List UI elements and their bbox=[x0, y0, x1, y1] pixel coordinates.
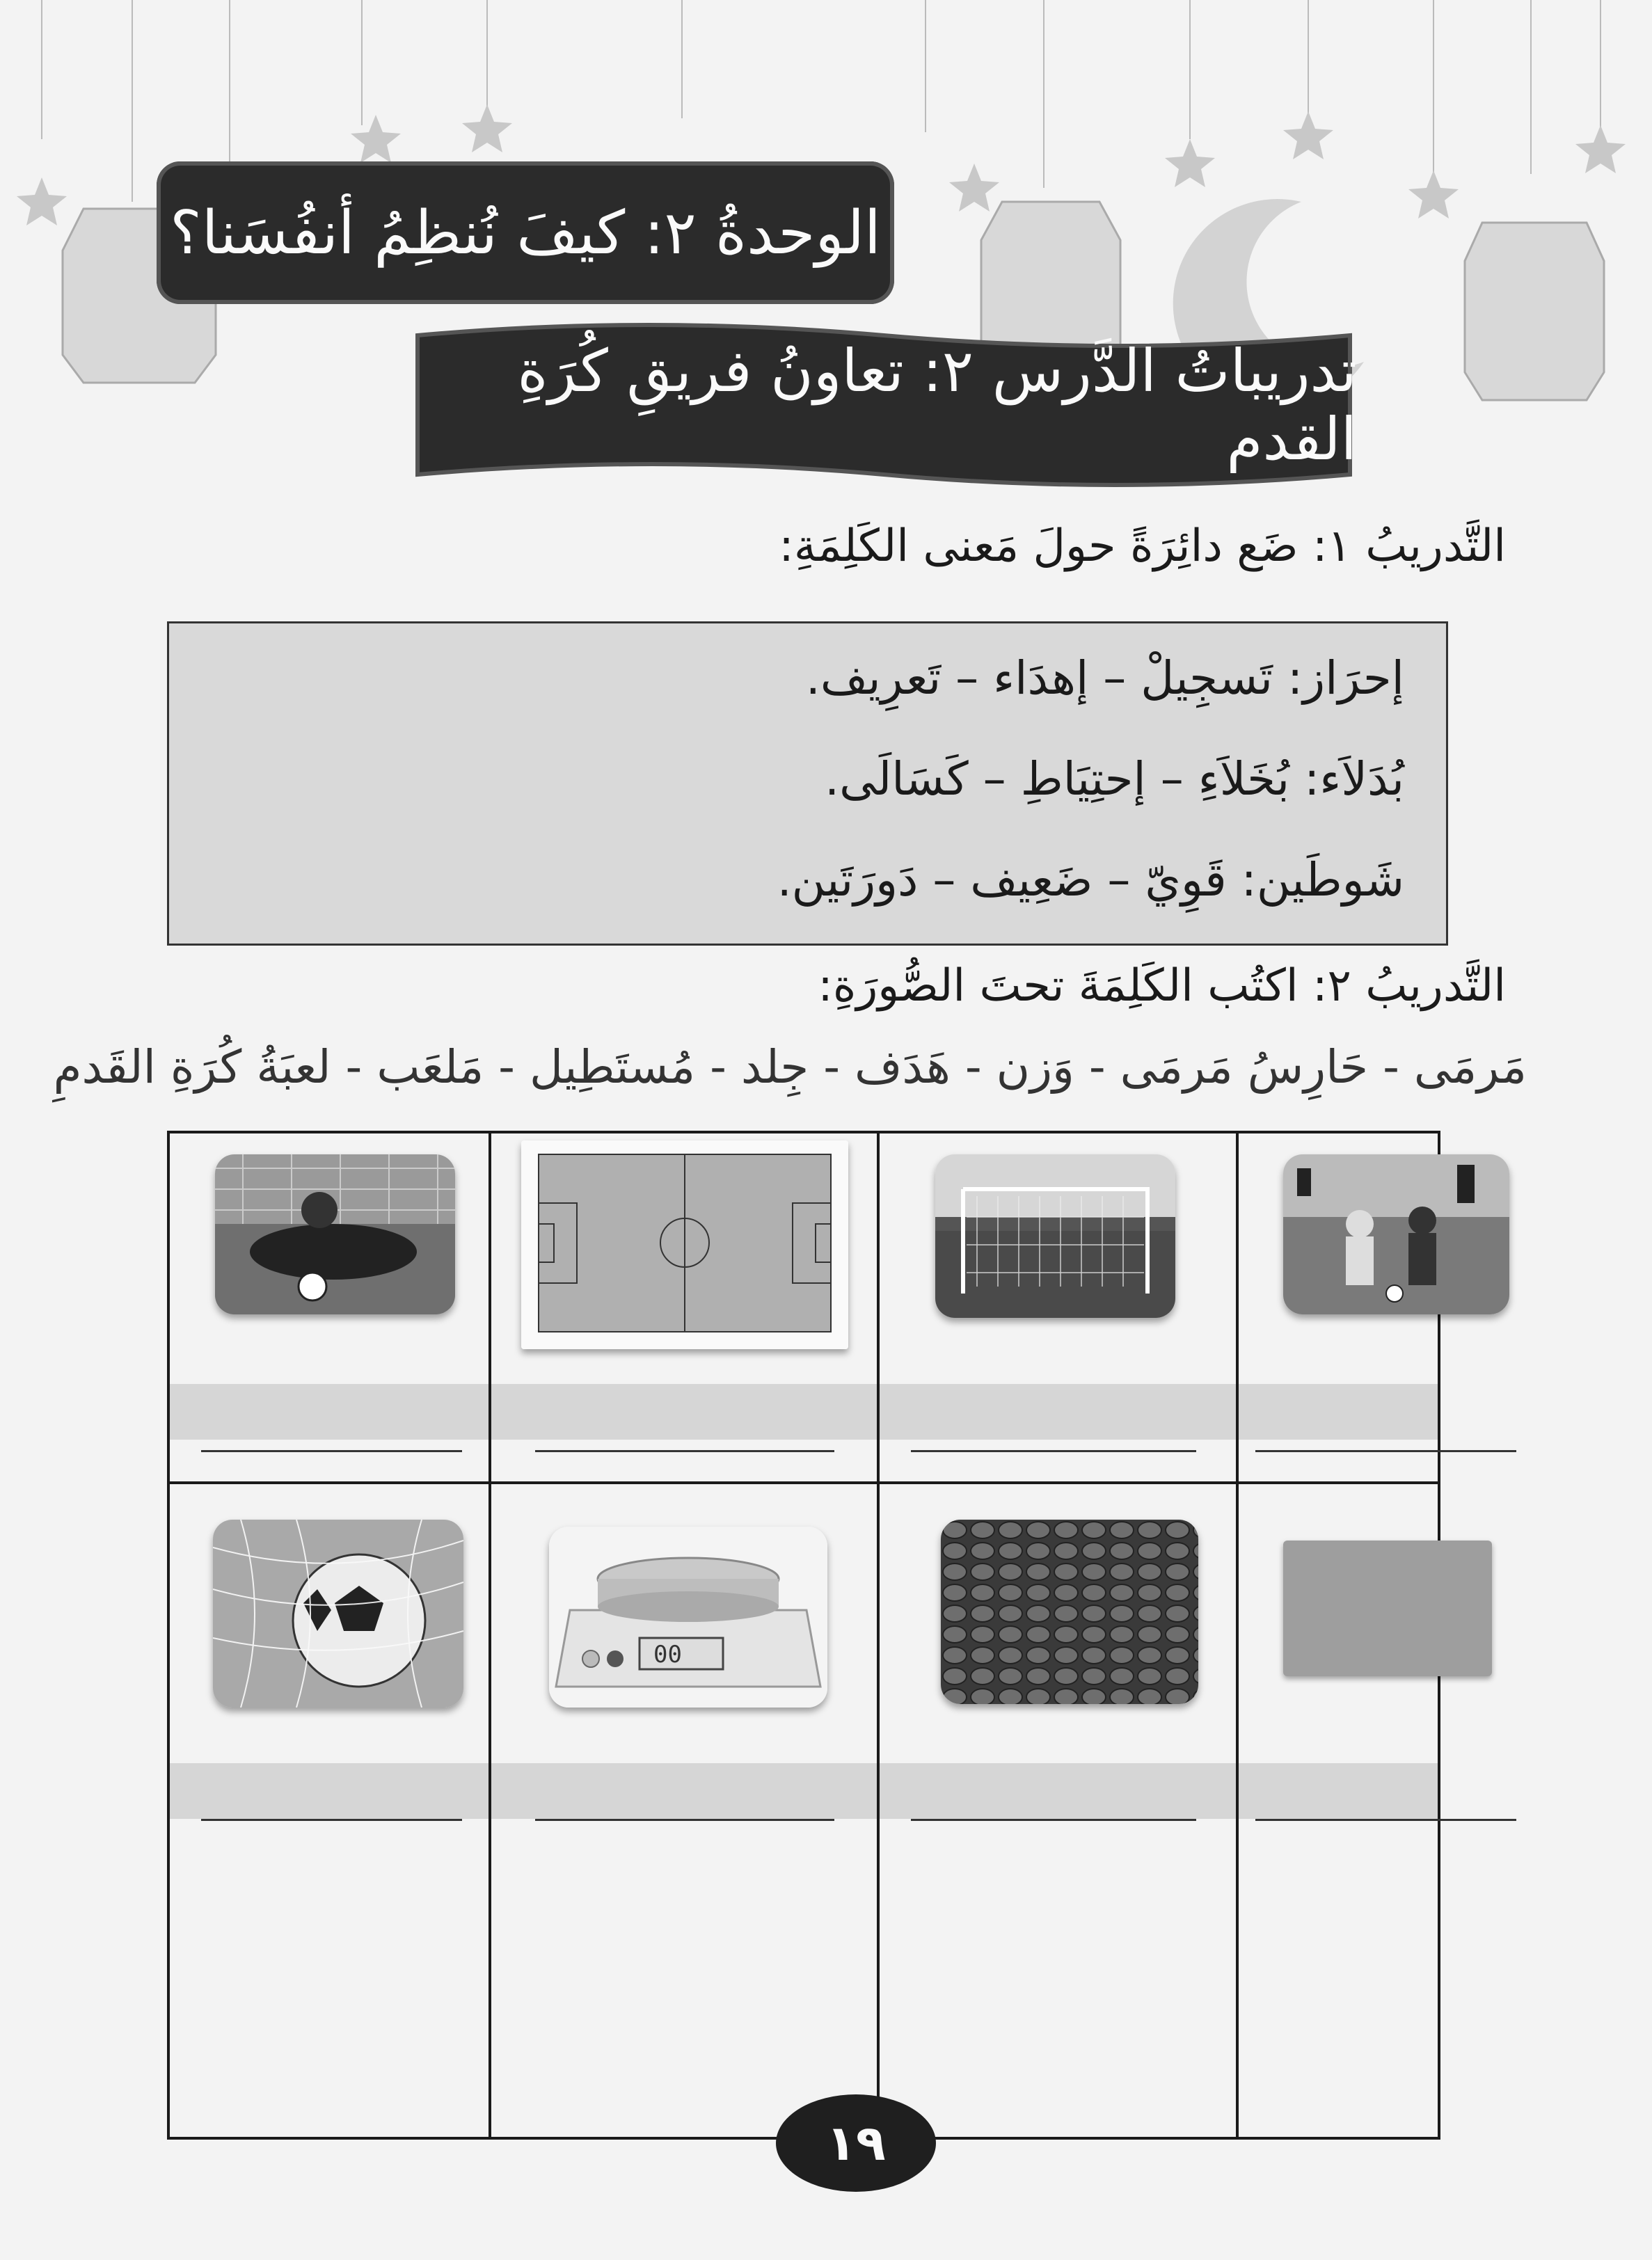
column-divider bbox=[1236, 1133, 1239, 2137]
column-divider bbox=[489, 1133, 491, 2137]
page-number: ١٩ bbox=[776, 2094, 936, 2192]
svg-text:00: 00 bbox=[653, 1641, 682, 1669]
answer-line[interactable] bbox=[535, 1450, 834, 1452]
football-field-diagram bbox=[521, 1140, 848, 1349]
item-word: إحرَاز: bbox=[1287, 651, 1404, 705]
exercise1-title: التَّدريبُ ١: ضَع دائِرَةً حولَ مَعنى الكَلِمَةِ: bbox=[779, 520, 1506, 572]
ball-in-net-photo bbox=[213, 1520, 463, 1708]
exercise1-item bbox=[777, 853, 1404, 907]
exercise2-title: التَّدريبُ ٢: اكتُب الكَلِمَةَ تحتَ الصُّورَةِ: bbox=[818, 960, 1506, 1012]
answer-line[interactable] bbox=[201, 1819, 462, 1821]
lesson-title: تدريباتُ الدَّرس ٢: تعاونُ فريقِ كُرَةِ القدم bbox=[517, 337, 1357, 473]
goalkeeper-photo bbox=[215, 1154, 455, 1314]
row-divider bbox=[170, 1481, 1438, 1484]
exercise1-box bbox=[167, 621, 1448, 946]
item-options[interactable]: بُخَلاَءِ – إحتِيَاطِ – كَسَالَى. bbox=[825, 752, 1290, 806]
item-word: بُدَلاَء: bbox=[1304, 752, 1404, 806]
answer-line[interactable] bbox=[911, 1450, 1196, 1452]
item-options[interactable]: تَسجِيلْ – إهدَاء – تَعرِيف. bbox=[805, 651, 1273, 705]
answer-line[interactable] bbox=[1255, 1450, 1516, 1452]
item-options[interactable]: قَوِيّ – ضَعِيف – دَورَتَين. bbox=[777, 853, 1227, 907]
goal-net-photo bbox=[935, 1154, 1175, 1318]
rectangle-shape bbox=[1283, 1541, 1492, 1676]
answer-line[interactable] bbox=[911, 1819, 1196, 1821]
unit-title: الوحدةُ ٢: كيفَ نُنظِمُ أنفُسَنا؟ bbox=[157, 161, 894, 304]
row-band bbox=[170, 1763, 1438, 1819]
football-match-photo bbox=[1283, 1154, 1509, 1314]
exercise1-item bbox=[825, 752, 1404, 806]
row-band bbox=[170, 1384, 1438, 1440]
answer-line[interactable] bbox=[201, 1450, 462, 1452]
exercise1-item bbox=[806, 651, 1404, 705]
word-bank: مَرمَى - حَارِسُ مَرمَى - وَزن - هَدَف - جِلد - مُستَطِيل - مَلعَب - لعبَةُ كُرَةِ القَدمِ bbox=[53, 1040, 1527, 1094]
snake-skin-leather-photo bbox=[941, 1520, 1198, 1704]
answer-line[interactable] bbox=[535, 1819, 834, 1821]
digital-scale-photo bbox=[549, 1527, 827, 1708]
picture-grid bbox=[167, 1131, 1440, 2140]
column-divider bbox=[877, 1133, 880, 2137]
answer-line[interactable] bbox=[1255, 1819, 1516, 1821]
item-word: شَوطَين: bbox=[1241, 853, 1404, 907]
